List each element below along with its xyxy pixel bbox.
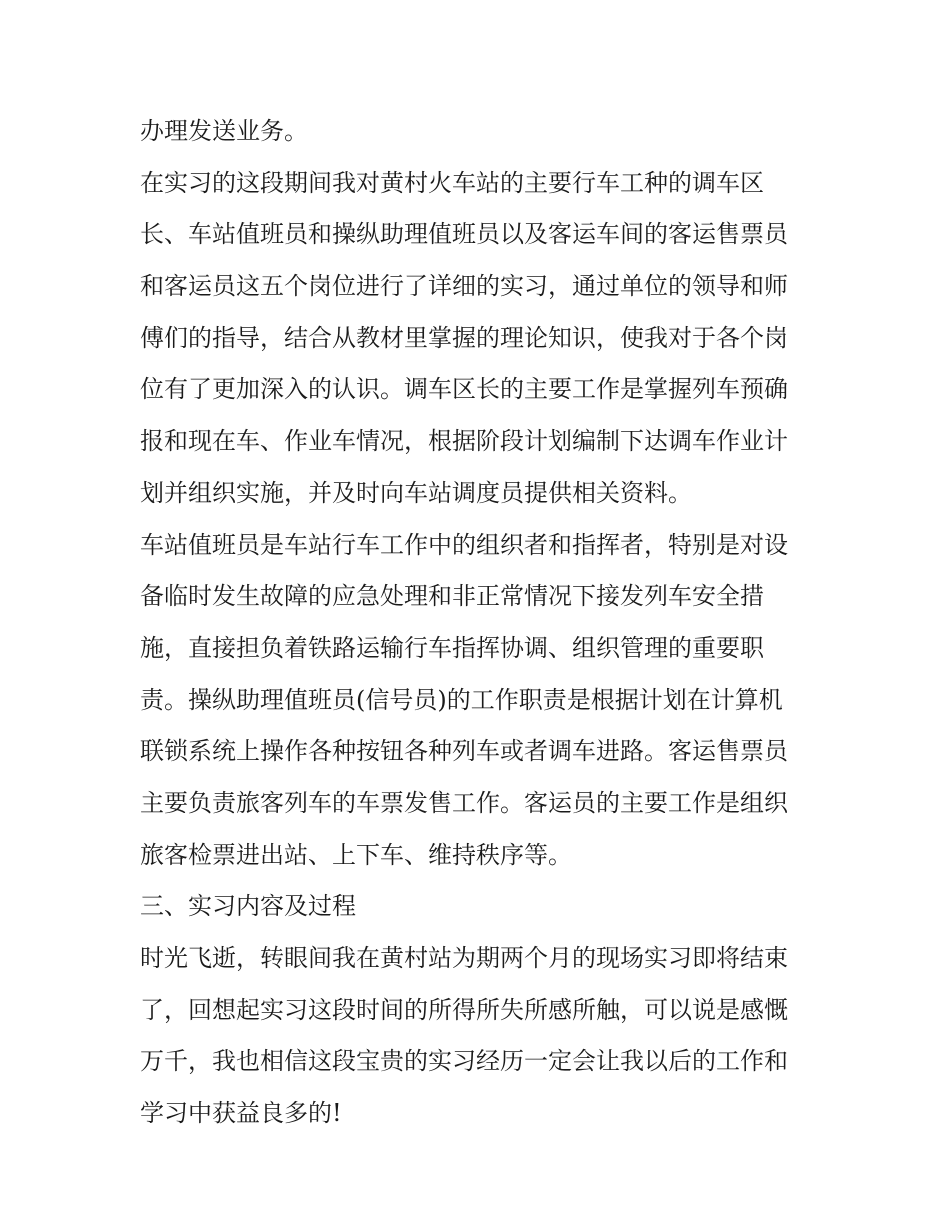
text-line: 联锁系统上操作各种按钮各种列车或者调车进路。客运售票员 xyxy=(140,737,788,766)
text-line: 时光飞逝，转眼间我在黄村站为期两个月的现场实习即将结束 xyxy=(140,944,788,972)
text-line: 主要负责旅客列车的车票发售工作。客运员的主要工作是组织 xyxy=(140,788,788,817)
text-line: 施，直接担负着铁路运输行车指挥协调、组织管理的重要职 xyxy=(140,633,764,662)
text-line: 学习中获益良多的! xyxy=(140,1099,342,1128)
text-line: 办理发送业务。 xyxy=(140,117,308,145)
text-line: 了，回想起实习这段时间的所得所失所感所触，可以说是感慨 xyxy=(140,995,788,1024)
document-body xyxy=(140,106,820,1140)
text-line: 责。操纵助理值班员(信号员)的工作职责是根据计划在计算机 xyxy=(140,685,783,714)
text-line: 划并组织实施，并及时向车站调度员提供相关资料。 xyxy=(140,478,692,507)
text-line: 傅们的指导，结合从教材里掌握的理论知识，使我对于各个岗 xyxy=(140,323,788,352)
text-line: 位有了更加深入的认识。调车区长的主要工作是掌握列车预确 xyxy=(140,375,788,404)
text-line: 和客运员这五个岗位进行了详细的实习，通过单位的领导和师 xyxy=(140,272,788,301)
text-line: 万千，我也相信这段宝贵的实习经历一定会让我以后的工作和 xyxy=(140,1047,788,1076)
text-line: 备临时发生故障的应急处理和非正常情况下接发列车安全措 xyxy=(140,582,764,611)
text-line: 车站值班员是车站行车工作中的组织者和指挥者，特别是对设 xyxy=(140,530,788,559)
text-line: 长、车站值班员和操纵助理值班员以及客运车间的客运售票员 xyxy=(140,220,788,249)
text-line: 报和现在车、作业车情况，根据阶段计划编制下达调车作业计 xyxy=(140,427,788,456)
text-line: 旅客检票进出站、上下车、维持秩序等。 xyxy=(140,840,572,869)
section-heading: 三、实习内容及过程 xyxy=(140,892,356,921)
text-line: 在实习的这段期间我对黄村火车站的主要行车工种的调车区 xyxy=(140,168,764,197)
